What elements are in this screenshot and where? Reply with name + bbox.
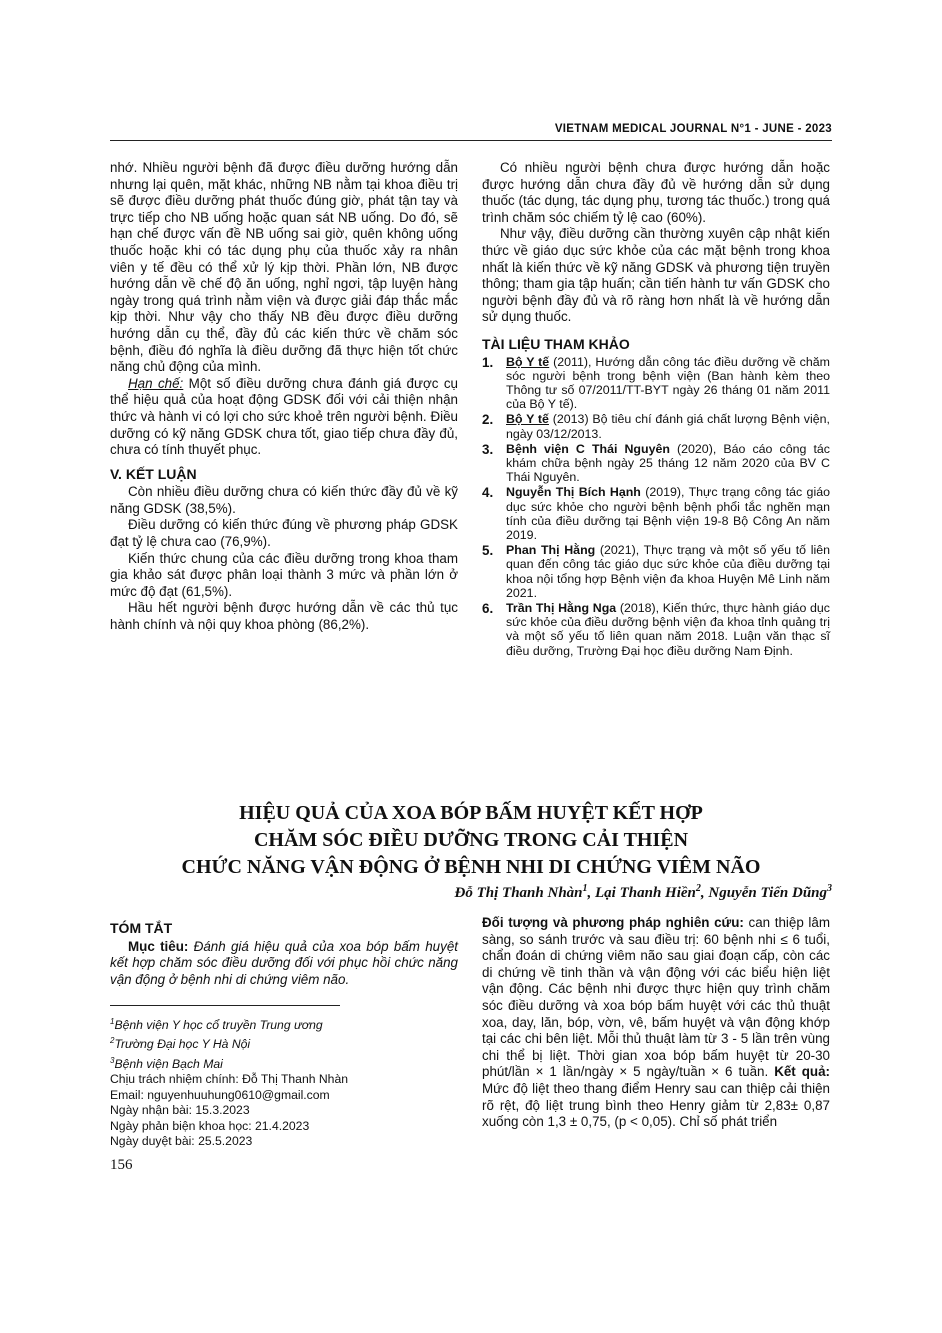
affiliation-3: $^3$Bệnh viện Bạch Mai <box>110 1055 223 1071</box>
author-list: Đỗ Thị Thanh Nhàn$^1$, Lại Thanh Hiền$^2$, Nguyễn Tiến Dũng$^3$ <box>454 883 832 901</box>
reference-item: 4. Nguyễn Thị Bích Hạnh (2019), Thực trạng công tác giáo dục sức khỏe cho người bệnh bệnh phổi tắc nghẽn mạn tính của điều dưỡng tại Bệnh viện 19-8 Bộ Công An năm 2019. <box>482 485 830 542</box>
article-title-line-3: CHỨC NĂNG VẬN ĐỘNG Ở BỆNH NHI DI CHỨNG VIÊM NÃO <box>181 856 761 878</box>
objective-paragraph: Mục tiêu: Đánh giá hiệu quả của xoa bóp bấm huyệt kết hợp chăm sóc điều dưỡng đối với phục hồi chức năng vận động ở bệnh nhi di chứng viêm não. <box>110 938 458 987</box>
reference-item: 6. Trần Thị Hằng Nga (2018), Kiến thức, thực hành giáo dục sức khỏe của điều dưỡng bệnh viện đa khoa tỉnh quảng trị và một số yếu tố liên quan năm 2018. Luận văn thạc sĩ điều dưỡng, Trường Đại học điều dưỡng Nam Định. <box>482 600 830 658</box>
conclusion-4: Hầu hết người bệnh được hướng dẫn về các thủ tục hành chính và nội quy khoa phòng (86,2%). <box>110 600 458 633</box>
reference-item: 2. Bộ Y tế (2013) Bộ tiêu chí đánh giá chất lượng Bệnh viện, ngày 03/12/2013. <box>482 412 830 441</box>
email: Email: nguyenhuuhung0610@gmail.com <box>110 1087 330 1102</box>
limitations-text: Một số điều dưỡng chưa đánh giá được cụ thể hiệu quả của hoạt động GDSK đối với cải thiện nhận thức và hành vi có lợi cho sức khoẻ trên người bệnh. Điều dưỡng có kỹ năng GDSK chưa tốt, giao tiếp chưa đầy đủ, chưa có tính thuyết phục. <box>110 375 458 458</box>
corresponding-author: Chịu trách nhiệm chính: Đỗ Thị Thanh Nhàn <box>110 1072 349 1087</box>
reference-item: 1. Bộ Y tế (2011), Hướng dẫn công tác điều dưỡng về chăm sóc người bệnh trong bệnh viện (Ban hành kèm theo Thông tư số 07/2011/TT-BYT ngày 26 tháng 01 năm 2011 của Bộ Y tế). <box>482 354 830 412</box>
references-heading: TÀI LIỆU THAM KHẢO <box>482 335 630 352</box>
limitations-paragraph <box>110 376 458 459</box>
affiliation-2: $^2$Trường Đại học Y Hà Nội <box>110 1036 251 1052</box>
affiliation-1: $^1$Bệnh viện Y học cổ truyền Trung ương <box>110 1017 323 1033</box>
conclusion-3: Kiến thức chung của các điều dưỡng trong khoa tham gia khảo sát được phân loại thành 3 mức và phần lớn ở mức độ đạt (61,5%). <box>110 550 458 599</box>
conclusion-1: Còn nhiều điều dưỡng chưa có kiến thức đầy đủ về kỹ năng GDSK (38,5%). <box>110 484 458 516</box>
methods-results-paragraph: Đối tượng và phương pháp nghiên cứu: can thiệp lâm sàng, so sánh trước và sau điều trị: 60 bệnh nhi ≤ 6 tuổi, chẩn đoán di chứng viêm não sau giai đoạn cấp, còn các di chứng về tinh thần và vận động với các biểu hiện liệt vận động. Các bệnh nhi được thực hiện quy trình chăm sóc điều dưỡng và xoa bóp bấm huyệt với các thủ thuật xoa, day, lăn, bóp, vờn, vê, bấm huyệt và vận động khớp tại các chi bên liệt. Mỗi thủ thuật làm từ 3 - 5 lần trên vùng chi thể bị liệt. Thời gian xoa bóp bấm huyệt từ 20-30 phút/lần × 1 lần/ngày × 5 ngày/tuần × 6 tuần. Kết quả: Mức độ liệt theo thang điểm Henry sau can thiệp cải thiện rõ rệt, độ liệt trung bình theo Henry giảm từ 2,83± 0,87 xuống còn 1,3 ± 0,75, (p < 0,05). Chỉ số phát triển <box>482 915 830 1130</box>
left-column <box>110 160 458 634</box>
references-list <box>482 355 830 658</box>
footnotes <box>110 1014 348 1149</box>
left-paragraph-1: nhớ. Nhiều người bệnh đã được điều dưỡng hướng dẫn nhưng lại quên, mặt khác, những NB nằm tại khoa điều trị sẽ được điều dưỡng phát thuốc đúng giờ, phát tận tay và trực tiếp cho NB uống hoặc quan sát NB uống. Do đó, sẽ hạn chế được vấn đề NB uống sai giờ, quên không uống thuốc hoặc khi có tác dụng phụ của thuốc xảy ra nhân viên y tế đều có thể xử lý kịp thời. Phần lớn, NB được hướng dẫn về chế độ ăn uống, nghỉ ngơi, tập luyện hàng ngày trong quá trình nằm viện và được giải đáp thắc mắc kịp thời. Như vậy cho thấy NB đều được điều dưỡng hướng dẫn cụ thể, đầy đủ các kiến thức về chăm sóc bệnh, điều đó nghĩa là điều dưỡng đã thực hiện tốt chức năng chủ động của mình. <box>110 160 458 375</box>
limitations-label: Hạn chế: <box>128 375 184 391</box>
conclusion-2: Điều dưỡng có kiến thức đúng về phương pháp GDSK đạt tỷ lệ chưa cao (76,9%). <box>110 517 458 550</box>
article-title-line-2: CHĂM SÓC ĐIỀU DƯỠNG TRONG CẢI THIỆN <box>253 829 689 851</box>
page-number: 156 <box>110 1157 133 1173</box>
right-column <box>482 160 830 659</box>
article-title-line-1: HIỆU QUẢ CỦA XOA BÓP BẤM HUYỆT KẾT HỢP <box>239 802 703 824</box>
article-title <box>110 800 832 881</box>
conclusion-heading: V. KẾT LUẬN <box>110 465 197 482</box>
header-rule <box>110 140 832 141</box>
right-paragraph-2: Như vậy, điều dưỡng cần thường xuyên cập nhật kiến thức về giáo dục sức khỏe của các mặt bệnh trong khoa nhất là kiến thức về kỹ năng GDSK và phương tiện truyền thông; tham gia tập huấn; cần tiến hành tư vấn GDSK cho người bệnh đầy đủ và rõ ràng hơn nhất là về hướng dẫn sử dụng thuốc. <box>482 226 830 325</box>
reference-item: 5. Phan Thị Hằng (2021), Thực trạng và một số yếu tố liên quan đến công tác giáo dục sức khỏe của điều dưỡng tại khoa nội tổng hợp Bệnh viện đa khoa Huyện Mê Linh năm 2021. <box>482 543 830 600</box>
footnote-rule <box>110 1005 340 1006</box>
date-reviewed: Ngày phản biện khoa học: 21.4.2023 <box>110 1118 310 1133</box>
date-accepted: Ngày duyệt bài: 25.5.2023 <box>110 1134 253 1149</box>
journal-header: VIETNAM MEDICAL JOURNAL N°1 - JUNE - 2023 <box>554 123 832 135</box>
right-paragraph-1: Có nhiều người bệnh chưa được hướng dẫn hoặc được hướng dẫn chưa đầy đủ về hướng dẫn sử dụng thuốc (tác dụng, tác dụng phụ, tương tác thuốc.) trong quá trình chăm sóc chiếm tỷ lệ cao (60%). <box>482 160 830 225</box>
reference-item: 3. Bệnh viện C Thái Nguyên (2020), Báo cáo công tác khám chữa bệnh ngày 25 tháng 12 năm 2020 của BV C Thái Nguyên. <box>482 441 830 485</box>
abstract-right <box>482 915 830 1131</box>
abstract-heading: TÓM TẮT <box>110 920 173 936</box>
abstract-left <box>110 920 458 988</box>
date-received: Ngày nhận bài: 15.3.2023 <box>110 1103 250 1118</box>
